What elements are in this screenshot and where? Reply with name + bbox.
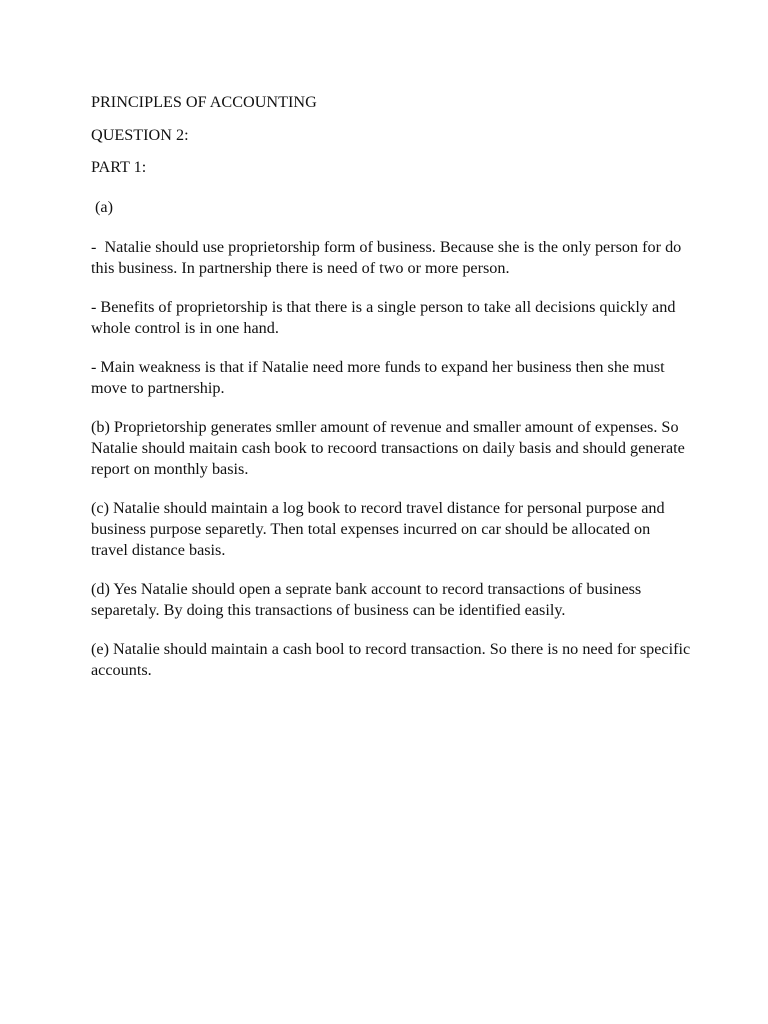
document-body <box>91 92 695 699</box>
paragraph-d: (d) Yes Natalie should open a seprate bank account to record transactions of business separetaly. By doing this transactions of business can be identified easily. <box>91 580 646 619</box>
paragraph-b: (b) Proprietorship generates smller amount of revenue and smaller amount of expenses. So Natalie should maitain cash book to recoord transactions on daily basis and should generate report on monthly basis. <box>91 418 689 478</box>
subpart-a-label: (a) <box>91 198 114 216</box>
paragraph-form-of-business: - Natalie should use proprietorship form of business. Because she is the only person for do this business. In partnership there is need of two or more person. <box>91 238 686 277</box>
paragraph-e: (e) Natalie should maintain a cash bool to record transaction. So there is no need for specific accounts. <box>91 640 695 679</box>
paragraph-benefits: - Benefits of proprietorship is that there is a single person to take all decisions quickly and whole control is in one hand. <box>91 298 680 337</box>
question-heading: QUESTION 2: <box>91 126 189 144</box>
document-title: PRINCIPLES OF ACCOUNTING <box>91 93 317 111</box>
part-heading: PART 1: <box>91 158 147 176</box>
paragraph-weakness: - Main weakness is that if Natalie need more funds to expand her business then she must move to partnership. <box>91 358 669 397</box>
paragraph-c: (c) Natalie should maintain a log book to record travel distance for personal purpose and business purpose separetly. Then total expenses incurred on car should be allocated on travel distance basis. <box>91 499 669 559</box>
